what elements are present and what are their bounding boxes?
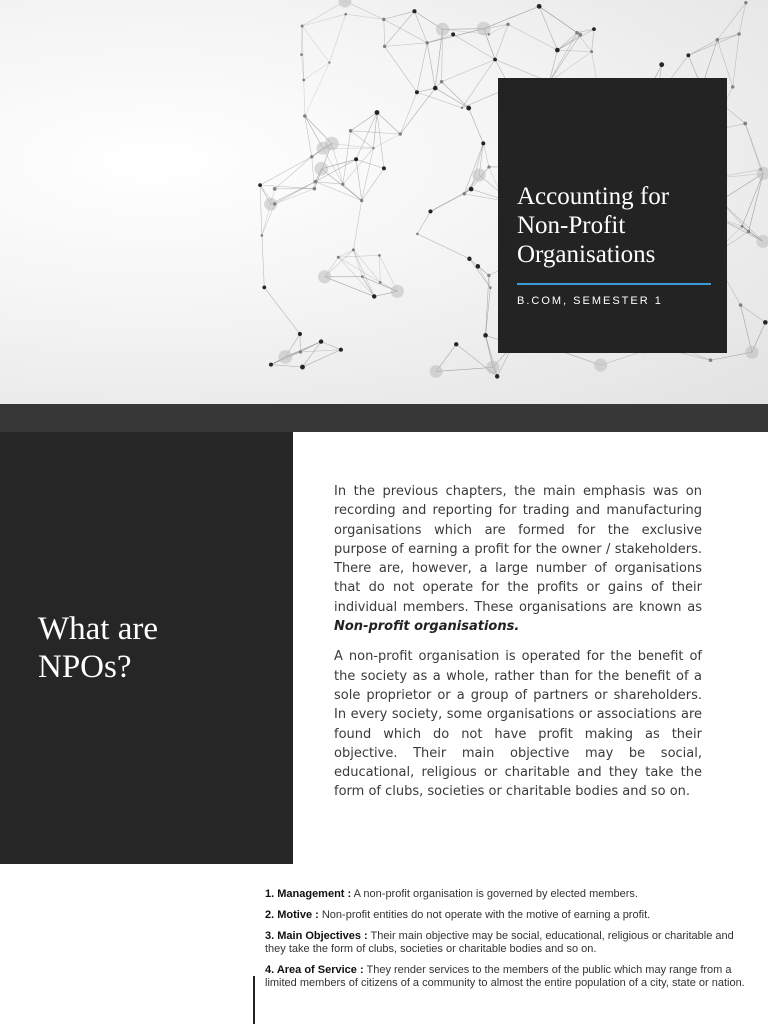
paragraph-2: A non-profit organisation is operated for the benefit of the society as a whole, rather than for the benefit of a sole proprietor or a group of partners or shareholders. In every society, some organisations or associations are found which do not have profit making as their objective. Their main objective may be social, educational, religious or charitable and they take the form of clubs, societies or charitable bodies and so on. xyxy=(334,649,702,800)
network-link xyxy=(557,50,591,52)
paragraph-1 xyxy=(334,482,702,636)
point-text: A non-profit organisation is governed by elected members. xyxy=(351,888,638,900)
network-link xyxy=(495,24,508,59)
network-link xyxy=(427,43,435,88)
network-link xyxy=(508,24,557,50)
network-link xyxy=(264,287,300,334)
network-link xyxy=(302,26,303,55)
network-node xyxy=(338,0,351,8)
network-node xyxy=(339,348,343,352)
network-link xyxy=(385,43,428,47)
network-node xyxy=(344,13,347,16)
list-item xyxy=(265,930,757,956)
network-link xyxy=(351,131,401,134)
network-link xyxy=(302,350,340,367)
network-node xyxy=(399,132,402,135)
network-link xyxy=(260,157,312,185)
network-link xyxy=(469,108,484,143)
network-link xyxy=(275,182,316,204)
network-node xyxy=(269,363,273,367)
network-node xyxy=(487,274,490,277)
network-link xyxy=(483,143,489,167)
network-link xyxy=(262,235,264,287)
network-link xyxy=(469,259,490,288)
network-link xyxy=(302,26,329,63)
point-text: They render services to the members of the public which may range from a limited members of citizens of a community to almost the entire population of a city, state or nation. xyxy=(265,964,745,989)
network-node xyxy=(303,114,307,118)
network-node xyxy=(537,4,542,9)
network-node xyxy=(379,281,382,284)
network-node xyxy=(302,79,305,82)
network-link xyxy=(385,11,415,46)
network-link xyxy=(471,143,483,189)
network-node xyxy=(555,48,560,53)
network-node xyxy=(314,162,328,176)
network-link xyxy=(742,173,763,226)
title-box xyxy=(498,78,727,353)
point-label: 1. Management : xyxy=(265,888,352,900)
network-link xyxy=(400,92,417,134)
network-node xyxy=(341,183,344,186)
network-link xyxy=(300,334,301,352)
network-link xyxy=(688,34,739,55)
network-link xyxy=(377,112,384,168)
network-node xyxy=(469,187,474,192)
heading-line-1: What are xyxy=(38,611,158,647)
network-node xyxy=(310,155,313,158)
list-item xyxy=(265,909,757,922)
network-node xyxy=(737,32,740,35)
network-node xyxy=(757,167,768,180)
network-node xyxy=(476,264,481,269)
slide-heading xyxy=(38,610,278,686)
slide-body xyxy=(334,482,702,813)
network-link xyxy=(300,350,340,352)
network-link xyxy=(557,33,577,50)
network-link xyxy=(362,277,374,297)
network-node xyxy=(454,342,458,346)
point-text: Their main objective may be social, educational, religious or charitable and they take the form of clubs, societies or charitable bodies and so on. xyxy=(265,930,734,955)
slide-divider xyxy=(0,404,768,432)
network-node xyxy=(506,23,509,26)
network-link xyxy=(338,250,353,257)
network-link xyxy=(275,157,312,189)
network-node xyxy=(375,110,380,115)
network-node xyxy=(592,27,596,31)
network-link xyxy=(321,342,341,350)
network-node xyxy=(483,333,488,338)
network-node xyxy=(325,137,339,151)
list-item xyxy=(265,964,757,990)
network-node xyxy=(659,62,664,67)
title-line-2: Non-Profit xyxy=(517,212,626,239)
network-node xyxy=(300,53,303,56)
network-node xyxy=(430,365,443,378)
network-link xyxy=(749,173,764,231)
title-line-3: Organisations xyxy=(517,241,656,268)
network-node xyxy=(360,199,363,202)
network-link xyxy=(353,201,361,250)
network-node xyxy=(313,187,317,191)
network-node xyxy=(319,339,323,343)
network-node xyxy=(594,359,607,372)
network-node xyxy=(743,122,747,126)
network-node xyxy=(739,303,743,307)
network-link xyxy=(385,46,417,92)
network-node xyxy=(451,32,455,36)
network-link xyxy=(271,365,303,367)
paragraph-1-text: In the previous chapters, the main emphasis was on recording and reporting for trading and manufacturing organisations which are formed for the exclusive purpose of earning a profit for the owner / stakeholders. There are, however, a large number of organisations that do not operate for the profits or gains of their individual members. These organisations are known as xyxy=(334,484,702,615)
network-node xyxy=(361,275,364,278)
network-link xyxy=(400,88,435,134)
network-node xyxy=(477,22,491,36)
network-link xyxy=(260,185,262,235)
network-node xyxy=(372,294,376,298)
network-node xyxy=(416,233,419,236)
network-link xyxy=(453,34,495,59)
network-node xyxy=(473,168,486,181)
what-are-npos-slide xyxy=(0,432,768,864)
network-link xyxy=(377,112,400,134)
network-node xyxy=(382,166,386,170)
heading-panel xyxy=(0,432,293,864)
network-link xyxy=(427,34,453,42)
network-node xyxy=(481,141,485,145)
network-node xyxy=(716,38,720,42)
network-link xyxy=(302,1,345,26)
network-link xyxy=(601,351,643,365)
title-line-1: Accounting for xyxy=(517,183,670,210)
network-node xyxy=(466,106,471,111)
network-node xyxy=(590,50,593,53)
presentation-subtitle: B.COM, SEMESTER 1 xyxy=(517,295,663,307)
network-link xyxy=(733,34,739,87)
point-label: 4. Area of Service : xyxy=(265,964,364,976)
network-link xyxy=(353,250,380,282)
network-node xyxy=(575,31,579,35)
network-link xyxy=(745,123,763,173)
network-link xyxy=(384,19,385,46)
network-node xyxy=(425,41,428,44)
network-node xyxy=(279,350,293,364)
network-node xyxy=(495,374,499,378)
network-link xyxy=(717,34,739,40)
network-link xyxy=(379,255,380,282)
network-node xyxy=(352,248,355,251)
network-link xyxy=(417,234,469,259)
point-label: 2. Motive : xyxy=(265,909,319,921)
network-node xyxy=(318,270,331,283)
network-node xyxy=(578,33,582,37)
presentation-title xyxy=(517,182,717,269)
network-node xyxy=(428,209,432,213)
point-label: 3. Main Objectives : xyxy=(265,930,368,942)
heading-line-2: NPOs? xyxy=(38,649,132,685)
network-node xyxy=(273,202,276,205)
network-node xyxy=(382,18,385,21)
network-node xyxy=(433,86,438,91)
network-link xyxy=(436,367,493,371)
network-link xyxy=(442,59,495,81)
network-link xyxy=(329,14,345,62)
title-slide xyxy=(0,0,768,404)
point-text: Non-profit entities do not operate with the motive of earning a profit. xyxy=(318,909,651,921)
network-node xyxy=(741,225,744,228)
network-node xyxy=(328,61,330,63)
network-link xyxy=(592,29,594,52)
network-node xyxy=(436,23,449,36)
network-node xyxy=(273,187,277,191)
network-link xyxy=(577,29,594,33)
network-link xyxy=(275,189,315,204)
network-link xyxy=(417,211,430,233)
network-link xyxy=(315,182,342,185)
network-node xyxy=(298,332,302,336)
network-node xyxy=(378,254,381,257)
network-node xyxy=(486,361,499,374)
network-link xyxy=(338,257,380,282)
network-node xyxy=(300,365,305,370)
network-link xyxy=(373,134,400,148)
network-link xyxy=(384,11,415,19)
title-accent-rule xyxy=(517,283,711,285)
network-link xyxy=(430,194,464,212)
network-node xyxy=(747,230,750,233)
network-link xyxy=(414,11,427,43)
network-node xyxy=(440,80,444,84)
network-node xyxy=(487,165,490,168)
network-node xyxy=(412,9,416,13)
network-node xyxy=(415,90,419,94)
network-link xyxy=(343,184,362,200)
network-node xyxy=(493,58,497,62)
network-link xyxy=(315,182,361,201)
network-link xyxy=(484,6,539,28)
network-node xyxy=(489,286,492,289)
feature-list xyxy=(265,888,757,998)
network-link xyxy=(304,80,305,116)
network-node xyxy=(301,24,304,27)
network-node xyxy=(383,45,386,48)
network-node xyxy=(467,257,471,261)
network-node xyxy=(709,358,713,362)
list-item xyxy=(265,888,757,901)
network-node xyxy=(261,234,264,237)
network-link xyxy=(362,148,374,200)
network-node xyxy=(763,320,768,325)
features-slide xyxy=(0,864,768,1024)
network-link xyxy=(271,342,321,365)
network-node xyxy=(354,157,358,161)
network-node xyxy=(461,107,463,109)
network-node xyxy=(337,256,340,259)
network-node xyxy=(686,53,690,57)
network-link xyxy=(302,14,346,26)
network-node xyxy=(744,1,747,4)
network-link xyxy=(417,43,427,92)
network-node xyxy=(731,85,734,88)
network-link xyxy=(312,157,315,189)
network-node xyxy=(299,350,302,353)
paragraph-1-emphasis: Non-profit organisations. xyxy=(334,619,520,635)
network-node xyxy=(463,192,466,195)
network-node xyxy=(258,183,262,187)
network-node xyxy=(349,129,353,133)
network-node xyxy=(314,180,318,184)
vertical-rule xyxy=(253,976,255,1024)
network-node xyxy=(262,285,266,289)
network-link xyxy=(353,250,362,277)
network-node xyxy=(745,346,758,359)
network-node xyxy=(391,285,404,298)
network-link xyxy=(373,112,377,148)
network-node xyxy=(372,147,374,149)
